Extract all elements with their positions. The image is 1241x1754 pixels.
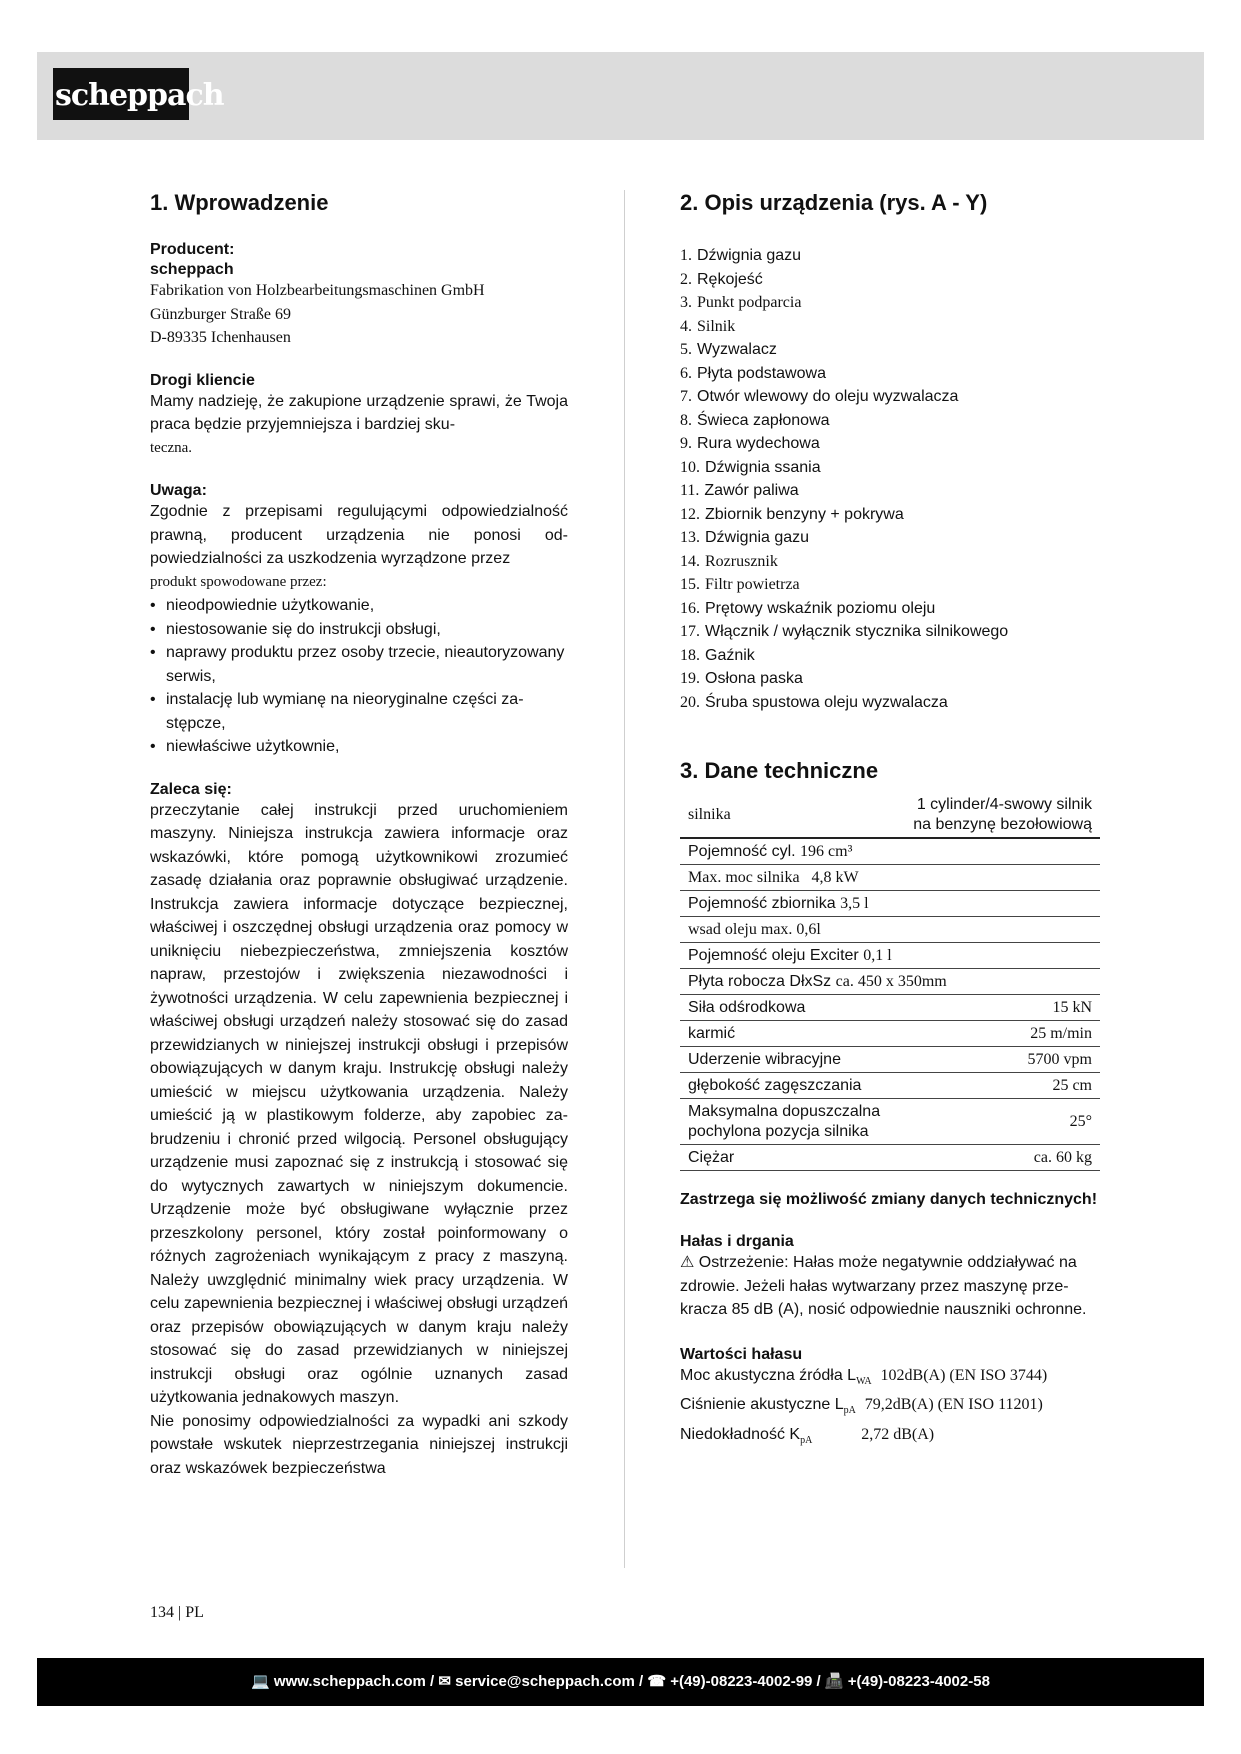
list-item: 7. Otwór wlewowy do oleju wyzwalacza [680, 388, 959, 405]
column-divider [624, 190, 625, 1568]
list-item: • nieodpowiednie użytkowanie, [150, 594, 568, 618]
noise-values-heading: Wartości hałasu [680, 1345, 803, 1363]
table-row: Płyta robocza DłxSz ca. 450 x 350mm [680, 969, 1100, 995]
note-text-end: produkt spowodowane przez: [150, 573, 327, 590]
list-item: 11. Zawór paliwa [680, 482, 799, 499]
section-title-technical-data: 3. Dane techniczne [680, 758, 879, 783]
table-row: Maksymalna dopuszczalna pochylona pozycja silnika 25° [680, 1099, 1100, 1145]
table-row: Pojemność zbiornika 3,5 l [680, 891, 1100, 917]
technical-data-table [680, 792, 1100, 1171]
list-item: 9. Rura wydechowa [680, 435, 820, 452]
section-title-introduction: 1. Wprowadzenie [150, 190, 329, 215]
section-title-description: 2. Opis urządzenia (rys. A - Y) [680, 190, 988, 215]
scheppach-logo: scheppach [53, 68, 189, 120]
recommend-text: przeczytanie całej instrukcji przed uruchomieniem maszyny. Niniejsza instrukcja zawiera informacje oraz wskazówki, które pomogą użytkownikowi zrozumieć zasadę działania oraz poprawnie obsługiwać urządzenie. Instrukcja zawiera informacje dotyczące bezpiecznej, właściwej i oszczędnej obsługi urządzenia oraz pomocy w uniknięciu niebezpieczeństwa, zmniejszenia kosztów napraw, przestojów i zwiększenia niezawodności i żywotności urządzenia. W celu zapewnienia bezpiecznej i właściwej obsługi urządzeń należy stosować się do zasad przewidzianych w niniejszej instrukcji obsługi i przepisów obowiązujących w danym kraju. Instrukcję obsługi należy umieścić w miejscu użytkowania urządzenia. Należy umieścić ją w plastikowym folderze, aby zapobiec zabrudzeniu i chronić przed wilgocią. Personel obsługujący urządzenie musi zapoznać się z instrukcją i stosować się do wytycznych zawartych w niniejszym dokumencie. Urządzenie może być obsługiwane wyłącznie przez przeszkolony personel, który został poinformowany o różnych zagrożeniach wynikającym z pracy z maszyną. Należy uwzględnić minimalny wiek pracy urządzenia. W celu zapewnienia bezpiecznej i właściwej obsługi urządzeń oraz przepisów obowiązujących w danym kraju należy stosować się do zasad przewidzianych w niniejszej instrukcji obsługi oraz ogólnie uznanych zasad użytkowania jednakowych maszyn. [150, 801, 568, 1406]
noise-heading: Hałas i drgania [680, 1233, 794, 1250]
dear-customer-text-end: teczna. [150, 439, 193, 456]
dear-customer-heading: Drogi kliencie [150, 371, 255, 389]
table-row: wsad oleju max. 0,6l [680, 917, 1100, 943]
dear-customer-text: Mamy nadzieję, że zakupione urządzenie sprawi, że Twoja praca będzie przyjemniejsza i bardziej sku- [150, 392, 568, 433]
table-cell-value: 1 cylinder/4-swowy silnik na benzynę bezołowiową [901, 792, 1100, 838]
producer-address-line: Fabrikation von Holzbearbeitungsmaschinen GmbH [150, 282, 485, 299]
list-item: 18. Gaźnik [680, 646, 755, 664]
list-item: 4. Silnik [680, 317, 736, 335]
noise-value-row: Ciśnienie akustyczne $L_{pA}$ 79,2dB(A) (EN ISO 11201) [680, 1396, 1043, 1417]
footer-contact-bar: 💻 www.scheppach.com / ✉ service@scheppach.com / ☎ +(49)-08223-4002-99 / 📠 +(49)-08223-4002-58 [37, 1658, 1204, 1706]
reserve-note: Zastrzega się możliwość zmiany danych technicznych! [680, 1191, 1098, 1208]
table-cell-label: silnika [680, 792, 901, 838]
list-item: 13. Dźwignia gazu [680, 529, 810, 546]
list-item: • niewłaściwe użytkownie, [150, 735, 568, 759]
list-item: • naprawy produktu przez osoby trzecie, nieautoryzowany serwis, [150, 641, 568, 688]
list-item: 8. Świeca zapłonowa [680, 411, 830, 429]
right-column [680, 190, 1100, 1453]
noise-value-row: Niedokładność $K_{pA}$ 2,72 dB(A) [680, 1425, 935, 1447]
header-bar [37, 52, 1204, 140]
list-item: 12. Zbiornik benzyny + pokrywa [680, 505, 904, 523]
producer-address-line: Günzburger Straße 69 [150, 305, 291, 323]
table-row [680, 792, 1100, 838]
noise-value-row: Moc akustyczna źródła $L_{WA}$ 102dB(A) (EN ISO 3744) [680, 1366, 1048, 1387]
table-row: Pojemność oleju Exciter 0,1 l [680, 943, 1100, 969]
list-item: 3. Punkt podparcia [680, 294, 802, 311]
list-item: 10. Dźwignia ssania [680, 458, 821, 476]
left-column [150, 190, 568, 1480]
table-row: Max. moc silnika 4,8 kW [680, 865, 1100, 891]
table-row: Pojemność cyl. 196 cm³ [680, 838, 1100, 865]
list-item: 14. Rozrusznik [680, 552, 778, 570]
list-item: 5. Wyzwalacz [680, 341, 777, 358]
table-row: głębokość zagęszczania 25 cm [680, 1073, 1100, 1099]
list-item: 1. Dźwignia gazu [680, 247, 802, 264]
list-item: 19. Osłona paska [680, 670, 803, 687]
table-row: Ciężar ca. 60 kg [680, 1145, 1100, 1171]
table-row: karmić 25 m/min [680, 1021, 1100, 1047]
list-item: 15. Filtr powietrza [680, 576, 800, 593]
parts-list [680, 244, 1100, 714]
list-item: • instalację lub wymianę na nieoryginalne części zastępcze, [150, 688, 568, 735]
list-item: 6. Płyta podstawowa [680, 364, 826, 382]
recommend-heading: Zaleca się: [150, 780, 232, 798]
liability-text: Nie ponosimy odpowiedzialności za wypadki ani szkody powstałe wskutek nieprzestrzegania niniejszej instrukcji oraz wskazówek bezpieczeństwa [150, 1412, 568, 1477]
table-row: Uderzenie wibracyjne 5700 vpm [680, 1047, 1100, 1073]
producer-name: scheppach [150, 261, 234, 278]
list-item: 20. Śruba spustowa oleju wyzwalacza [680, 693, 948, 711]
list-item: 2. Rękojeść [680, 270, 763, 288]
producer-address-line: D-89335 Ichenhausen [150, 329, 291, 346]
note-text: Zgodnie z przepisami regulującymi odpowiedzialność prawną, producent urządzenia nie ponosi odpowiedzialności za uszkodzenia wyrządzone przez [150, 503, 568, 567]
page-number: 134 | PL [150, 1604, 204, 1621]
note-heading: Uwaga: [150, 482, 207, 499]
list-item: 17. Włącznik / wyłącznik stycznika silnikowego [680, 623, 1009, 640]
producer-label: Producent: [150, 241, 235, 258]
list-item: 16. Prętowy wskaźnik poziomu oleju [680, 599, 936, 617]
table-row: Siła odśrodkowa 15 kN [680, 995, 1100, 1021]
noise-warning: ⚠ Ostrzeżenie: Hałas może negatywnie oddziaływać na zdrowie. Jeżeli hałas wytwarzany przez maszynę przekracza 85 dB (A), nosić odpowiednie nauszniki ochronne. [680, 1254, 1087, 1318]
causes-list [150, 594, 568, 759]
list-item: • niestosowanie się do instrukcji obsługi, [150, 618, 568, 642]
